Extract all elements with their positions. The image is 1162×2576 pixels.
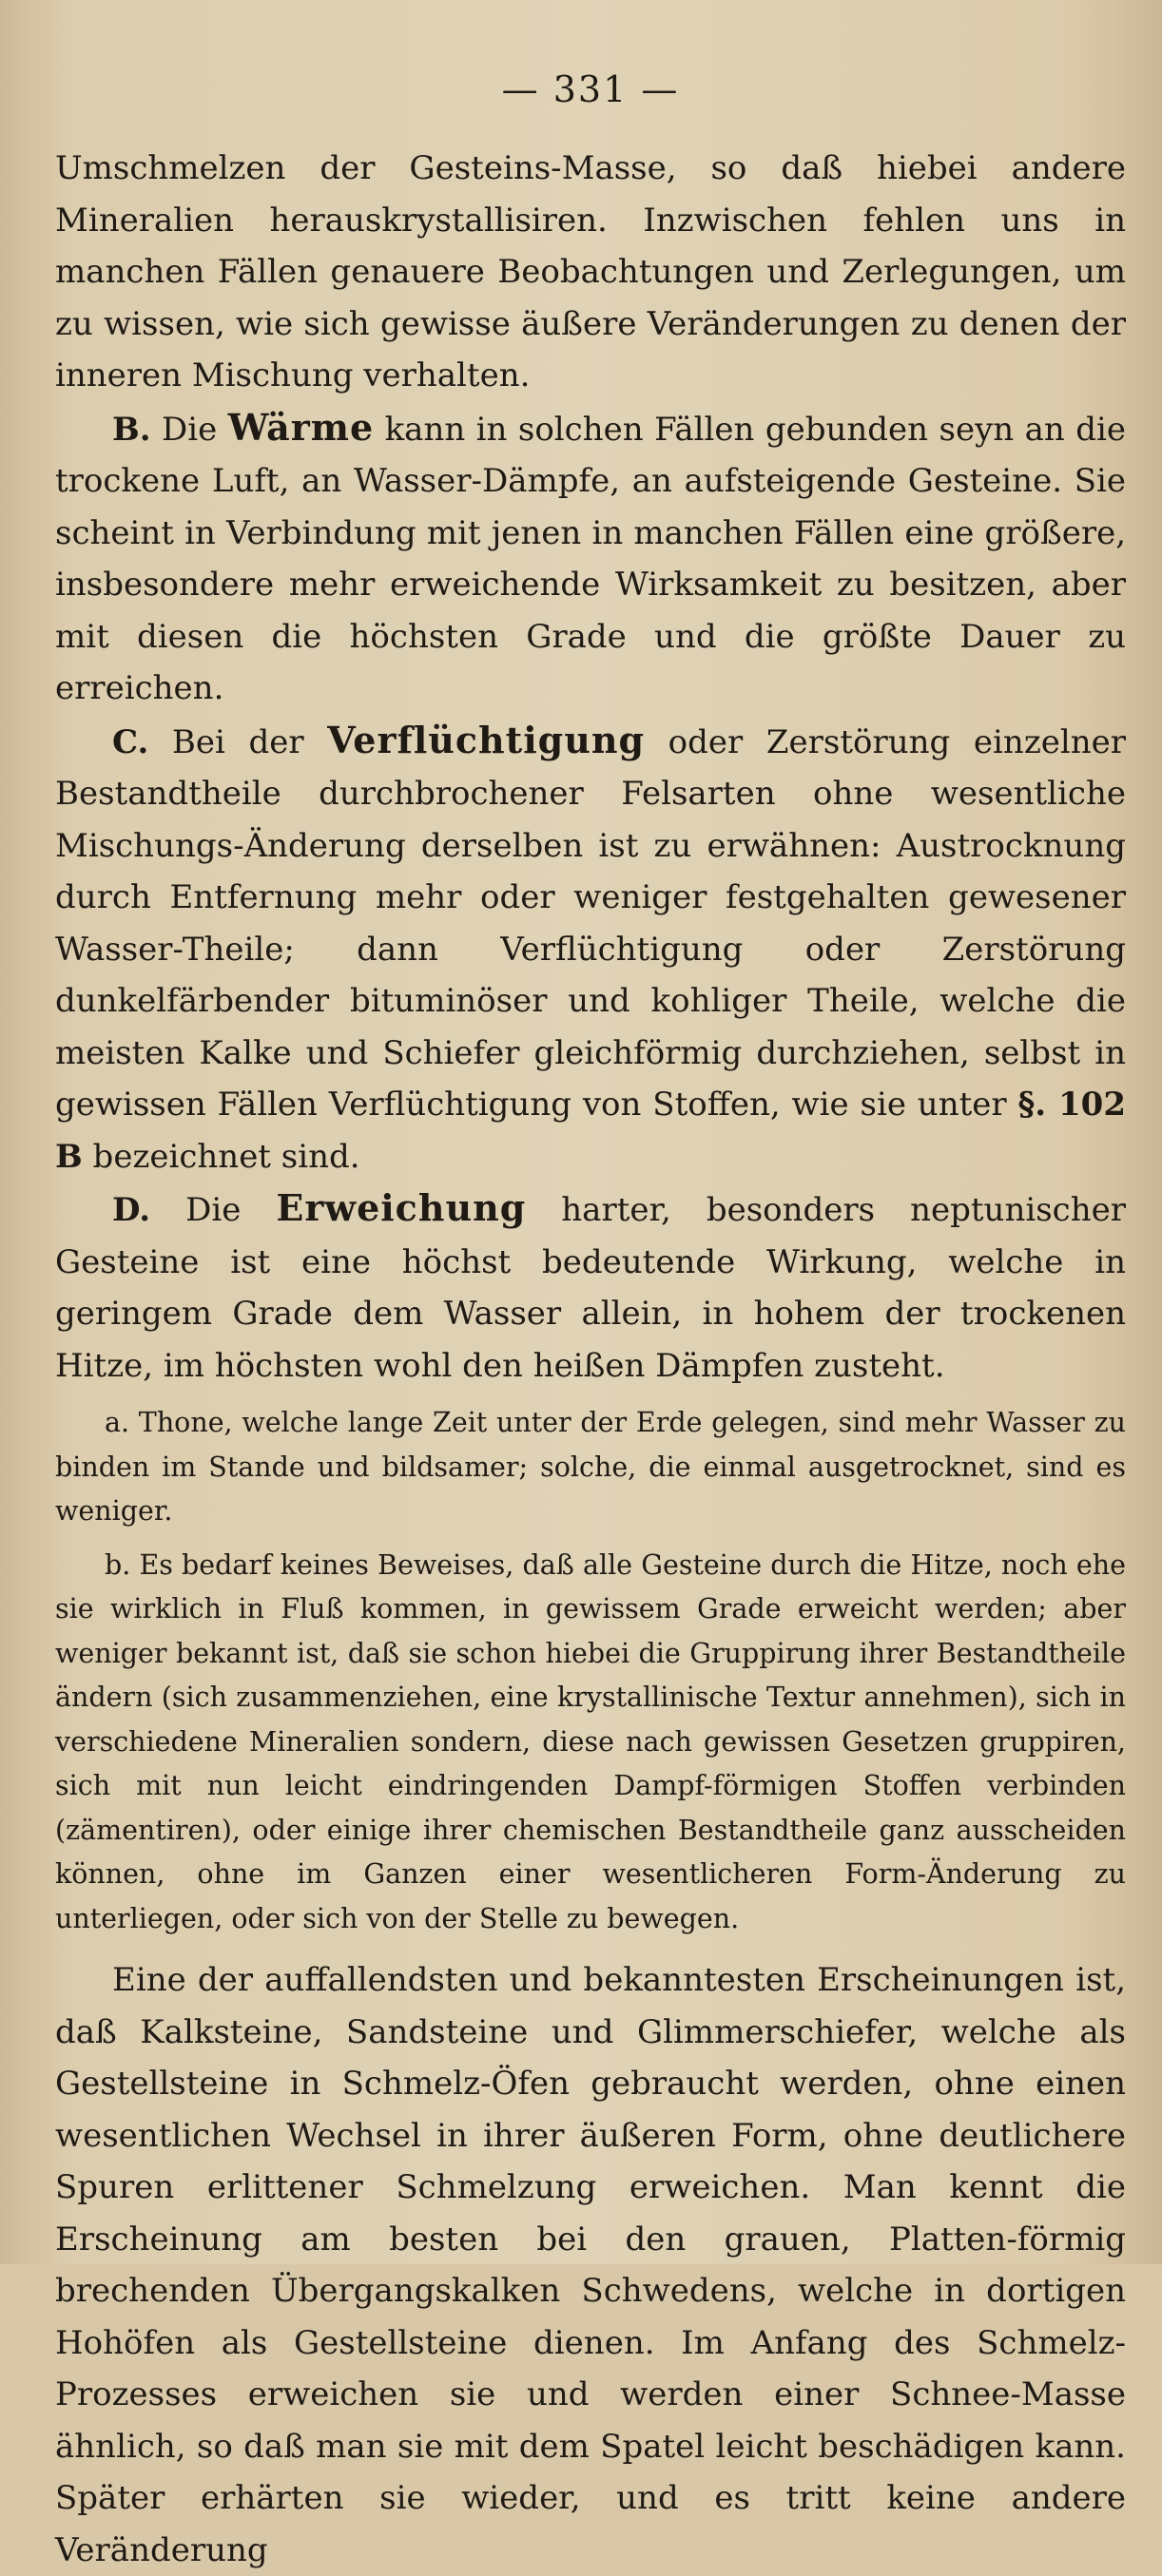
section-term: Erweichung — [276, 1186, 527, 1229]
section-text: oder Zerstörung einzelner Bestandtheile durchbrochener Felsarten ohne wesentliche Mischungs-Änderung derselben ist zu erwähnen: Austrocknung durch Entfernung mehr oder weniger festgehalten gewesener Wasser-Theile; dann Verflüchtigung oder Zerstörung dunkelfärbender bituminöser und kohliger Theile, welche die meisten Kalke und Schiefer gleichförmig durchziehen, selbst in gewissen Fällen Verflüchtigung von Stoffen, wie sie unter — [55, 722, 1126, 1124]
section-text: Bei der — [148, 722, 328, 761]
note-a: a. Thone, welche lange Zeit unter der Erde gelegen, sind mehr Wasser zu binden im Stande und bildsamer; solche, die einmal ausgetrocknet, sind es weniger. — [55, 1407, 1126, 1527]
section-label: C. — [112, 722, 149, 761]
page-number: — 331 — — [501, 68, 680, 110]
section-term: Wärme — [227, 405, 375, 449]
section-reference: §. 102 B — [55, 1086, 1126, 1176]
note-b: b. Es bedarf keines Beweises, daß alle Gesteine durch die Hitze, noch ehe sie wirklich in Fluß kommen, in gewissem Grade erweicht werden; aber weniger bekannt ist, daß sie schon hiebei die Gruppirung ihrer Bestandtheile ändern (sich zusammenziehen, eine krystallinische Textur annehmen), sich in verschiedene Mineralien sondern, diese nach gewissen Gesetzen gruppiren, sich mit nun leicht eindringenden Dampf-förmigen Stoffen verbinden (zämentiren), oder einige ihrer chemischen Bestandtheile ganz ausscheiden können, ohne im Ganzen einer wesentlicheren Form-Änderung zu unterliegen, oder sich von der Stelle zu bewegen. — [55, 1548, 1126, 1934]
section-term: Verflüchtigung — [327, 718, 646, 761]
section-text: Die — [150, 1191, 277, 1229]
section-label: B. — [112, 410, 151, 449]
section-b-warme — [55, 402, 1126, 715]
section-text: kann in solchen Fällen gebunden seyn an die trockene Luft, an Wasser-Dämpfe, an aufsteigende Gesteine. Sie scheint in Verbindung mit jenen in manchen Fällen eine größere, insbesondere mehr erweichende Wirksamkeit zu besitzen, aber mit diesen die höchsten Grade und die größte Dauer zu erreichen. — [55, 410, 1126, 707]
section-label: D. — [112, 1191, 151, 1229]
paragraph-intro: Umschmelzen der Gesteins-Masse, so daß hiebei andere Mineralien herauskrystallisiren. Inzwischen fehlen uns in manchen Fällen genauere Beobachtungen und Zerlegungen, um zu wissen, wie sich gewisse äußere Veränderungen zu denen der inneren Mischung verhalten. — [55, 149, 1126, 394]
section-text: bezeichnet sind. — [82, 1137, 360, 1176]
section-c-verfluechtigung — [55, 715, 1126, 1183]
section-text: Die — [150, 410, 228, 449]
section-text: harter, besonders neptunischer Gesteine ist eine höchst bedeutende Wirkung, welche in geringem Grade dem Wasser allein, in hohem der trockenen Hitze, im höchsten wohl den heißen Dämpfen zusteht. — [55, 1191, 1126, 1385]
section-d-erweichung — [55, 1182, 1126, 1392]
paragraph-final: Eine der auffallendsten und bekanntesten Erscheinungen ist, daß Kalksteine, Sandsteine und Glimmerschiefer, welche als Gestellsteine in Schmelz-Öfen gebraucht werden, ohne einen wesentlichen Wechsel in ihrer äußeren Form, ohne deutlichere Spuren erlittener Schmelzung erweichen. Man kennt die Erscheinung am besten bei den grauen, Platten-förmig brechenden Übergangskalken Schwedens, welche in dortigen Hohöfen als Gestellsteine dienen. Im Anfang des Schmelz-Prozesses erweichen sie und werden einer Schnee-Masse ähnlich, so daß man sie mit dem Spatel leicht beschädigen kann. Später erhärten sie wieder, und es tritt keine andere Veränderung — [55, 1961, 1126, 2569]
